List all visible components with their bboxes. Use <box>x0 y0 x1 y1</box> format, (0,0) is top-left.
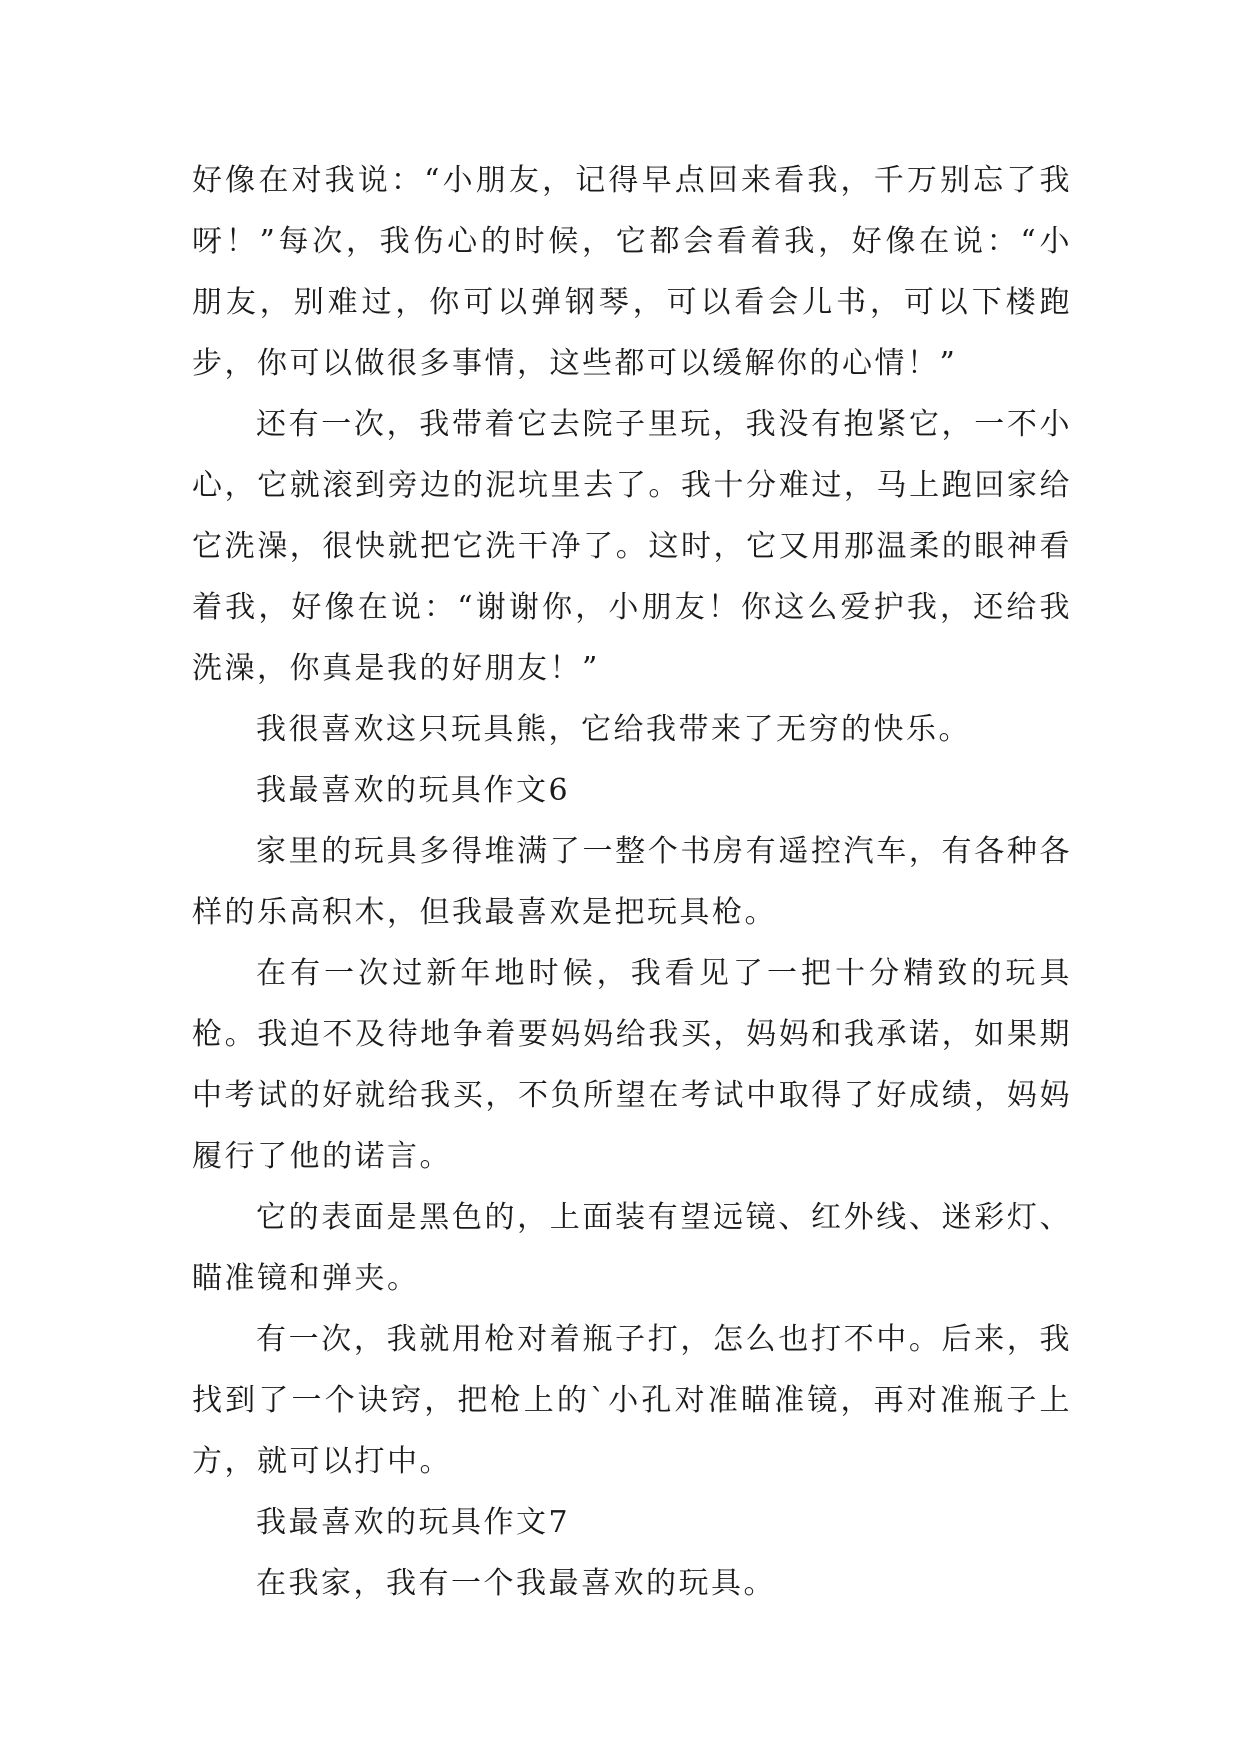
section-heading-7: 我最喜欢的玩具作文7 <box>256 1505 571 1540</box>
section-heading-6: 我最喜欢的玩具作文6 <box>256 773 571 808</box>
paragraph-5: 在有一次过新年地时候，我看见了一把十分精致的玩具枪。我迫不及待地争着要妈妈给我买，妈妈和我承诺，如果期中考试的好就给我买，不负所望在考试中取得了好成绩，妈妈履行了他的诺言。 <box>192 956 1072 1174</box>
paragraph-2: 还有一次，我带着它去院子里玩，我没有抱紧它，一不小心，它就滚到旁边的泥坑里去了。我十分难过，马上跑回家给它洗澡，很快就把它洗干净了。这时，它又用那温柔的眼神看着我，好像在说：“谢谢你，小朋友！你这么爱护我，还给我洗澡，你真是我的好朋友！” <box>192 407 1072 686</box>
paragraph-7: 有一次，我就用枪对着瓶子打，怎么也打不中。后来，我找到了一个诀窍，把枪上的`小孔对准瞄准镜，再对准瓶子上方，就可以打中。 <box>192 1322 1072 1479</box>
paragraph-3: 我很喜欢这只玩具熊，它给我带来了无穷的快乐。 <box>256 712 971 747</box>
paragraph-1: 好像在对我说：“小朋友，记得早点回来看我，千万别忘了我呀！”每次，我伤心的时候，它都会看着我，好像在说：“小朋友，别难过，你可以弹钢琴，可以看会儿书，可以下楼跑步，你可以做很多事情，这些都可以缓解你的心情！” <box>192 163 1072 381</box>
document-body <box>192 150 1072 1614</box>
paragraph-6: 它的表面是黑色的，上面装有望远镜、红外线、迷彩灯、瞄准镜和弹夹。 <box>192 1200 1072 1296</box>
paragraph-4: 家里的玩具多得堆满了一整个书房有遥控汽车，有各种各样的乐高积木，但我最喜欢是把玩具枪。 <box>192 834 1072 930</box>
paragraph-8: 在我家，我有一个我最喜欢的玩具。 <box>256 1566 776 1601</box>
